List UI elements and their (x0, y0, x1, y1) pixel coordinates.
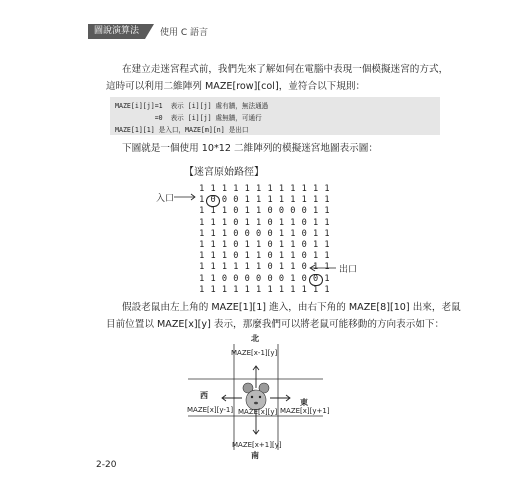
maze-cell: 1 (313, 206, 319, 217)
maze-cell: 1 (278, 228, 285, 239)
maze-cell: 1 (256, 262, 262, 273)
maze-cell: 1 (290, 239, 296, 250)
maze-cell: 1 (221, 262, 228, 273)
maze-cell: 1 (233, 284, 239, 295)
maze-cell: 1 (278, 239, 285, 250)
maze-cell: 0 (278, 206, 285, 217)
maze-cell: 1 (256, 195, 262, 206)
maze-cell: 1 (256, 206, 262, 217)
maze-cell: 1 (278, 284, 285, 295)
maze-cell: 1 (233, 262, 239, 273)
maze-cell: 0 (233, 206, 239, 217)
east-label: 東 (300, 398, 308, 407)
maze-cell: 1 (221, 228, 228, 239)
maze-cell: 0 (301, 228, 307, 239)
maze-cell: 1 (290, 262, 296, 273)
maze-cell: 1 (233, 184, 239, 194)
maze-cell: 1 (313, 217, 319, 228)
maze-cell: 1 (290, 184, 296, 194)
maze-cell: 0 (290, 206, 296, 217)
maze-cell: 0 (233, 217, 239, 228)
maze-cell: 1 (278, 195, 285, 206)
intro-line-1: 在建立走迷宮程式前，我們先來了解如何在電腦中表現一個模擬迷宮的方式， (122, 64, 449, 75)
maze-cell: 1 (290, 251, 296, 262)
maze-cell: 0 (267, 239, 273, 250)
maze-cell: 0 (221, 195, 228, 206)
maze-cell: 1 (256, 239, 262, 250)
maze-cell: 0 (310, 274, 321, 285)
maze-cell: 0 (301, 217, 307, 228)
center-cell-label: MAZE[x][y] (238, 408, 278, 416)
maze-cell: 1 (301, 184, 307, 194)
maze-cell: 1 (324, 284, 330, 295)
maze-cell: 1 (256, 184, 262, 194)
maze-intro-text: 下圖就是一個使用 10*12 二維陣列的模擬迷宮地圖表示圖： (122, 143, 378, 154)
maze-cell: 1 (301, 284, 307, 295)
maze-cell: 1 (324, 184, 330, 194)
maze-cell: 0 (244, 273, 250, 284)
maze-cell: 1 (313, 228, 319, 239)
maze-cell: 1 (199, 239, 205, 250)
maze-cell: 1 (244, 206, 250, 217)
maze-cell: 1 (324, 239, 330, 250)
code-line: MAZE[i][j]=1 表示 [i][j] 處有牆，無法通過 (115, 102, 269, 110)
page-number: 2-20 (96, 460, 117, 470)
maze-cell: 1 (324, 262, 330, 273)
maze-cell: 0 (244, 228, 250, 239)
west-label: 西 (200, 391, 208, 400)
maze-cell: 1 (221, 206, 228, 217)
book-title: 圖說演算法 (88, 24, 145, 39)
maze-cell: 1 (290, 273, 296, 284)
maze-cell: 1 (290, 217, 296, 228)
maze-cell: 1 (199, 262, 205, 273)
maze-cell: 1 (221, 239, 228, 250)
maze-cell: 1 (313, 251, 319, 262)
maze-cell: 1 (244, 217, 250, 228)
maze-cell: 1 (199, 195, 205, 206)
maze-cell: 0 (301, 262, 307, 273)
maze-cell: 1 (278, 251, 285, 262)
intro-line-2: 這時可以利用二維陣列 MAZE[row][col]，並符合以下規則： (106, 81, 366, 92)
maze-cell: 1 (290, 284, 296, 295)
maze-cell: 0 (301, 239, 307, 250)
maze-cell: 1 (199, 273, 205, 284)
up-cell-label: MAZE[x-1][y] (231, 349, 278, 357)
maze-cell: 1 (221, 251, 228, 262)
maze-cell: 1 (313, 284, 319, 295)
maze-cell: 0 (233, 239, 239, 250)
maze-cell: 1 (324, 195, 330, 206)
maze-cell: 1 (210, 262, 216, 273)
maze-cell: 0 (301, 251, 307, 262)
down-cell-label: MAZE[x+1][y] (232, 441, 282, 449)
maze-cell: 1 (244, 195, 250, 206)
south-label: 南 (251, 451, 259, 460)
maze-cell: 1 (278, 262, 285, 273)
maze-cell: 1 (210, 206, 216, 217)
entrance-label: 入口 (156, 194, 175, 204)
maze-cell: 0 (301, 273, 307, 284)
maze-cell: 1 (199, 184, 205, 194)
maze-cell: 1 (313, 262, 319, 273)
maze-cell: 1 (210, 239, 216, 250)
maze-cell: 0 (233, 195, 239, 206)
maze-cell: 0 (256, 273, 262, 284)
maze-cell: 1 (290, 195, 296, 206)
maze-cell: 1 (199, 217, 205, 228)
maze-cell: 1 (199, 228, 205, 239)
maze-cell: 1 (324, 228, 330, 239)
maze-cell: 1 (210, 217, 216, 228)
maze-cell: 1 (313, 239, 319, 250)
maze-cell: 1 (199, 206, 205, 217)
maze-cell: 1 (313, 184, 319, 194)
maze-cell: 1 (244, 284, 250, 295)
maze-cell: 0 (233, 251, 239, 262)
mouse-text-line-1: 假設老鼠由左上角的 MAZE[1][1] 進入，由右下角的 MAZE[8][10] 出來，老鼠 (122, 302, 461, 313)
maze-cell: 0 (267, 206, 273, 217)
maze-cell: 1 (244, 251, 250, 262)
maze-cell: 1 (221, 284, 228, 295)
maze-cell: 0 (233, 228, 239, 239)
north-label: 北 (251, 334, 259, 343)
maze-cell: 1 (244, 184, 250, 194)
maze-cell: 1 (278, 184, 285, 194)
maze-cell: 1 (290, 228, 296, 239)
maze-cell: 1 (210, 284, 216, 295)
maze-cell: 1 (256, 217, 262, 228)
exit-label: 出口 (339, 265, 358, 275)
mouse-text-line-2: 目前位置以 MAZE[x][y] 表示，那麼我們可以將老鼠可能移動的方向表示如下： (106, 319, 445, 330)
maze-cell: 1 (199, 251, 205, 262)
maze-cell: 1 (324, 206, 330, 217)
right-cell-label: MAZE[x][y+1] (280, 407, 330, 415)
maze-cell: 1 (256, 284, 262, 295)
maze-cell: 1 (313, 195, 319, 206)
maze-cell: 0 (267, 273, 273, 284)
maze-cell: 0 (233, 273, 239, 284)
left-cell-label: MAZE[x][y-1] (187, 406, 234, 414)
maze-cell: 1 (267, 195, 273, 206)
maze-cell: 0 (267, 228, 273, 239)
maze-cell: 1 (210, 251, 216, 262)
maze-cell: 0 (256, 228, 262, 239)
maze-cell: 1 (210, 273, 216, 284)
maze-cell: 0 (267, 251, 273, 262)
maze-cell: 1 (244, 239, 250, 250)
maze-cell: 0 (278, 273, 285, 284)
maze-cell: 1 (301, 195, 307, 206)
code-line: MAZE[1][1] 是入口，MAZE[m][n] 是出口 (115, 126, 249, 134)
maze-cell: 0 (301, 206, 307, 217)
book-subtitle: 使用 C 語言 (160, 28, 209, 38)
maze-cell: 1 (210, 228, 216, 239)
maze-cell: 1 (210, 184, 216, 194)
maze-cell: 0 (207, 195, 218, 206)
maze-cell: 0 (267, 262, 273, 273)
maze-cell: 1 (221, 217, 228, 228)
maze-cell: 1 (221, 184, 228, 194)
maze-cell: 1 (324, 251, 330, 262)
maze-cell: 1 (267, 184, 273, 194)
maze-cell: 1 (278, 217, 285, 228)
code-line: =0 表示 [i][j] 處無牆，可通行 (115, 114, 262, 122)
maze-cell: 1 (256, 251, 262, 262)
maze-cell: 1 (324, 217, 330, 228)
maze-cell: 1 (324, 273, 330, 284)
maze-cell: 0 (267, 217, 273, 228)
maze-cell: 1 (244, 262, 250, 273)
maze-cell: 1 (199, 284, 205, 295)
maze-cell: 0 (221, 273, 228, 284)
maze-cell: 1 (267, 284, 273, 295)
maze-title: 【迷宮原始路徑】 (184, 167, 264, 178)
